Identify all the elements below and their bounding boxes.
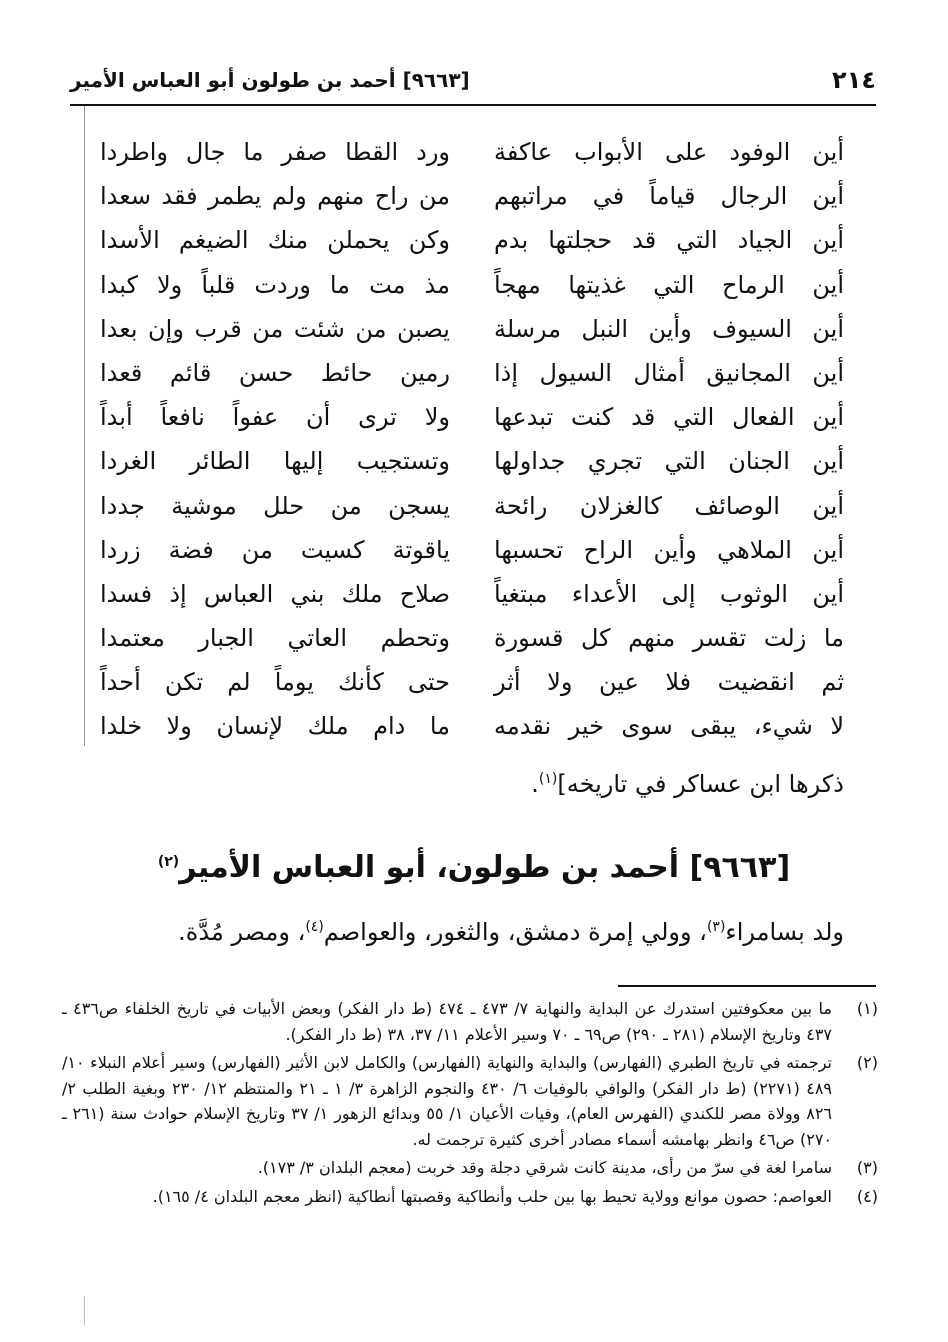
verse-left-3: وكن يحملن منك الضيغم الأسدا [100,226,450,255]
footnote-number: (١) [856,999,878,1018]
footnote-2 [62,1050,878,1152]
verse-right-4: أين الرماح التي غذيتها مهجاً [494,270,844,299]
verse-left-9: يسجن من حلل موشية جددا [100,491,450,520]
bio-part-2: ، وولي إمرة دمشق، والثغور، والعواصم [323,918,707,946]
poem [100,130,844,770]
verse-right-7: أين الفعال التي قد كنت تبدعها [494,403,844,432]
verse-left-5: يصبن من شئت من قرب وإن بعدا [100,314,450,343]
verse-left-14: ما دام ملك لإنسان ولا خلدا [100,712,450,741]
verse-left-10: ياقوتة كسيت من فضة زردا [100,535,450,564]
verse-left-2: من راح منهم ولم يطمر فقد سعدا [100,182,450,211]
verse-right-3: أين الجياد التي قد حجلتها بدم [494,226,844,255]
running-header [70,62,876,102]
bio-part-3: ، ومصر مُدَّة. [178,918,306,946]
entry-bio [178,918,844,946]
verse-right-5: أين السيوف وأين النبل مرسلة [494,314,844,343]
footnote-number: (٣) [856,1158,878,1177]
poem-source-note [531,770,844,798]
footnote-number: (٤) [856,1186,878,1206]
footnote-ref-4: (٤) [305,919,324,935]
poem-source-end: . [531,770,539,798]
verse-right-2: أين الرجال قياماً في مراتبهم [494,182,844,211]
poem-right-column [494,130,844,749]
scan-edge-mark [84,1296,85,1326]
verse-left-12: وتحطم العاتي الجبار معتمدا [100,624,450,653]
footnote-ref-2: (٢) [157,854,180,870]
verse-left-8: وتستجيب إليها الطائر الغردا [100,447,450,476]
verse-left-1: ورد القطا صفر ما جال واطردا [100,138,450,166]
page-number: ٢١٤ [832,66,876,94]
verse-right-1: أين الوفود على الأبواب عاكفة [494,138,844,166]
verse-right-9: أين الوصائف كالغزلان رائحة [494,491,844,520]
verse-left-11: صلاح ملك بني العباس إذ فسدا [100,579,450,608]
footnote-ref-3: (٣) [706,919,726,935]
margin-line [84,106,85,746]
verse-right-12: ما زلت تقسر منهم كل قسورة [494,624,844,653]
verse-right-10: أين الملاهي وأين الراح تحسبها [494,535,844,564]
footnote-text: العواصم: حصون موانع وولاية تحيط بها بين حلب وأنطاكية وقصبتها أنطاكية (انظر معجم البلدان ٤/ ١٦٥). [152,1186,832,1206]
footnote-rule [618,985,876,987]
footnote-3 [62,1155,878,1181]
verse-right-11: أين الوثوب إلى الأعداء مبتغياً [494,579,844,608]
verse-left-7: ولا ترى أن عفواً نافعاً أبداً [100,403,450,432]
entry-title-text: [٩٦٦٣] أحمد بن طولون، أبو العباس الأمير [179,850,791,885]
verse-right-8: أين الجنان التي تجري جداولها [494,447,844,476]
footnotes [62,996,878,1212]
verse-left-4: مذ مت ما وردت قلباً ولا كبدا [100,270,450,299]
entry-title [0,850,948,885]
footnote-text: ما بين معكوفتين استدرك عن البداية والنهاية ٧/ ٤٧٣ ـ ٤٧٤ (ط دار الفكر) وبعض الأبيات في تاريخ الخلفاء ص٤٣٦ ـ ٤٣٧ وتاريخ الإسلام (٢٨١ ـ ٢٩٠) ص٦٩ ـ ٧٠ وسير الأعلام ١١/ ٣٧، ٣٨ (ط دار الفكر). [62,999,832,1044]
poem-source-text: ذكرها ابن عساكر في تاريخه] [557,770,844,798]
bio-part-1: ولد بسامراء [725,918,844,946]
footnote-text: سامرا لغة في سرّ من رأى، مدينة كانت شرقي دجلة وقد خربت (معجم البلدان ٣/ ١٧٣). [257,1158,832,1177]
verse-left-13: حتى كأنك يوماً لم تكن أحداً [100,668,450,697]
running-title: [٩٦٦٣] أحمد بن طولون أبو العباس الأمير [70,68,470,92]
poem-left-column [100,130,450,749]
footnote-4 [62,1184,878,1210]
footnote-ref-1: (١) [538,771,558,787]
footnote-1 [62,996,878,1047]
footnote-text: ترجمته في تاريخ الطبري (الفهارس) والبداية والنهاية (الفهارس) والكامل لابن الأثير (الفهارس) وسير أعلام النبلاء ١٠/ ٤٨٩ (٢٢٧١) (ط دار الفكر) والوافي بالوفيات ٦/ ٤٣٠ والنجوم الزاهرة ٣/ ١ ـ ٢١ والمنتظم ١٢/ ٢٣٠ وبغية الطلب ٢/ ٨٢٦ وولاة مصر للكندي (الفهرس العام)، وفيات الأعيان ١/ ٥٥ وبدائع الزهور ١/ ٣٧ وتاريخ الإسلام حوادث سنة (٢٦١ ـ ٢٧٠) ص٤٦ وانظر بهامشه أسماء مصادر أخرى كثيرة ترجمت له. [62,1053,833,1149]
verse-right-14: لا شيء، يبقى سوى خير نقدمه [494,712,844,741]
header-rule [70,104,876,106]
verse-right-6: أين المجانيق أمثال السيول إذا [494,358,844,387]
verse-left-6: رمين حائط حسن قائم قعدا [100,358,450,387]
verse-right-13: ثم انقضيت فلا عين ولا أثر [494,668,844,697]
footnote-number: (٢) [856,1053,878,1072]
